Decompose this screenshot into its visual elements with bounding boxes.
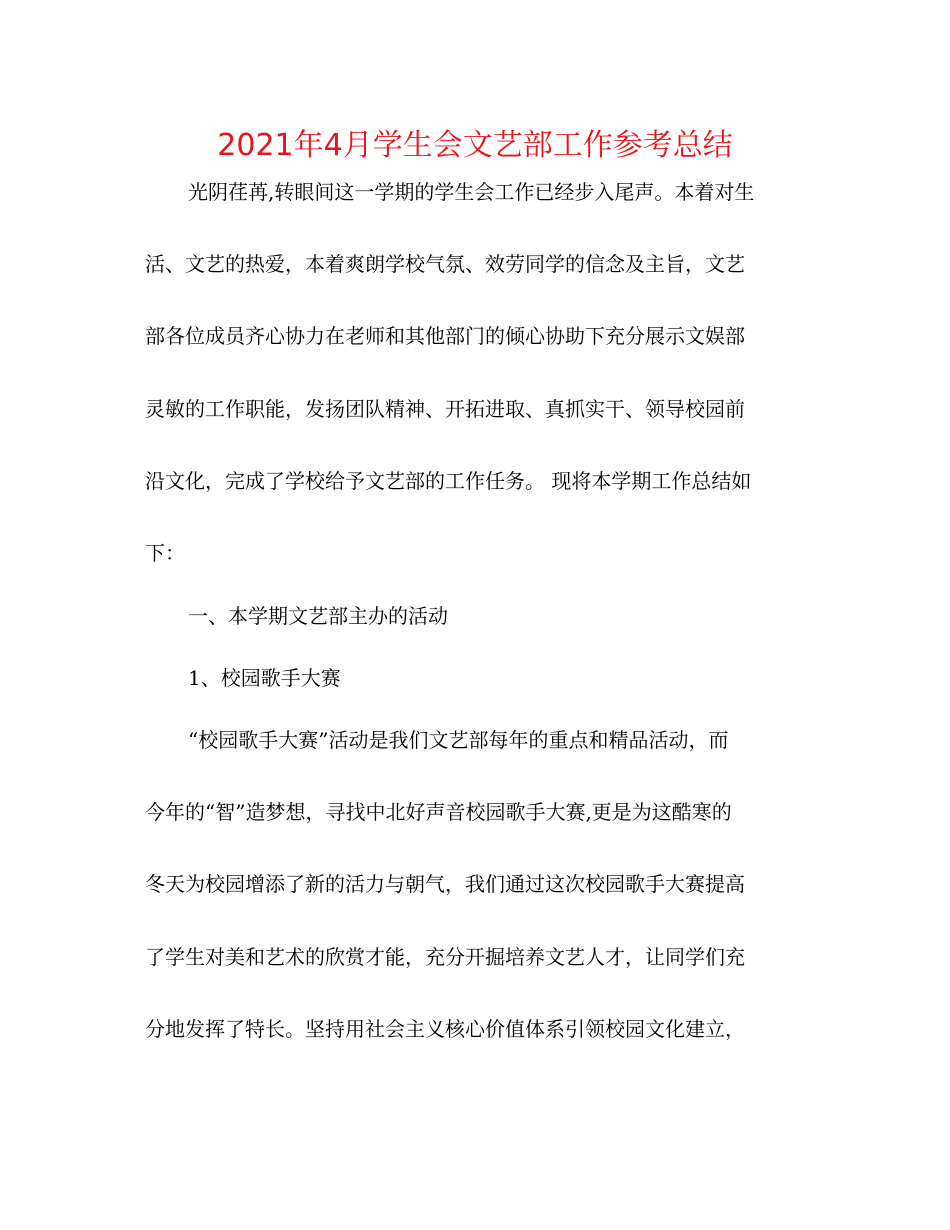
- paragraph-line: 了学生对美和艺术的欣赏才能，充分开掘培养文艺人才，让同学们充: [145, 945, 745, 969]
- section-heading: 一、本学期文艺部主办的活动: [188, 604, 448, 628]
- document-title: 2021年4月学生会文艺部工作参考总结: [217, 128, 733, 163]
- paragraph-line: 灵敏的工作职能，发扬团队精神、开拓进取、真抓实干、领导校园前: [145, 397, 745, 421]
- paragraph-line: 活、文艺的热爱，本着爽朗学校气氛、效劳同学的信念及主旨，文艺: [145, 252, 745, 276]
- subsection-heading: 1、校园歌手大赛: [188, 666, 341, 690]
- paragraph-line: 下：: [145, 541, 185, 565]
- paragraph-line: 今年的“智”造梦想，寻找中北好声音校园歌手大赛,更是为这酷寒的: [145, 800, 732, 824]
- paragraph-line: 分地发挥了特长。坚持用社会主义核心价值体系引领校园文化建立，: [145, 1017, 745, 1041]
- paragraph-line: “校园歌手大赛”活动是我们文艺部每年的重点和精品活动，而: [188, 728, 729, 752]
- paragraph-line: 光阴荏苒,转眼间这一学期的学生会工作已经步入尾声。本着对生: [188, 180, 755, 204]
- paragraph-line: 部各位成员齐心协力在老师和其他部门的倾心协助下充分展示文娱部: [145, 324, 745, 348]
- paragraph-line: 冬天为校园增添了新的活力与朝气，我们通过这次校园歌手大赛提高: [145, 872, 745, 896]
- paragraph-line: 沿文化，完成了学校给予文艺部的工作任务。 现将本学期工作总结如: [145, 469, 752, 493]
